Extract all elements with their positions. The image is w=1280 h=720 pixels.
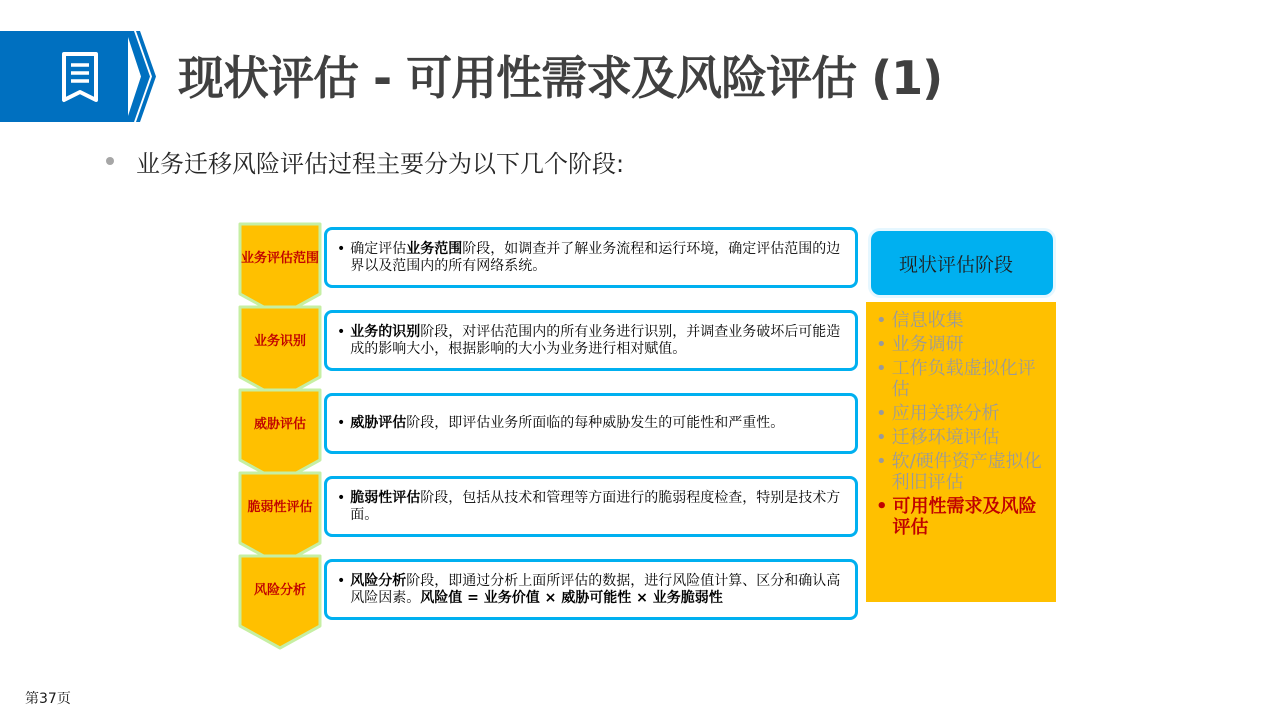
status-item: • 迁移环境评估 [876,427,1000,448]
stage-arrow-1 [238,222,322,318]
stage-description: • 威胁评估阶段，即评估业务所面临的每种威胁发生的可能性和严重性。 [337,415,785,431]
stage-label: 脆弱性评估 [247,500,313,515]
stage-arrow-5 [238,554,322,650]
status-item: • 业务调研 [876,334,964,355]
status-header-text: 现状评估阶段 [899,253,1014,276]
status-item: • 工作负载虚拟化评估 [876,358,1036,400]
page-number: 第37页 [25,691,71,707]
status-item: • 软/硬件资产虚拟化利旧评估 [876,451,1042,493]
intro-bullet [106,145,624,177]
stage-description-box-5 [324,559,858,620]
document-list-icon [56,50,104,104]
status-panel [866,302,1056,602]
bullet-dot [106,157,114,165]
stage-description-box-1 [324,227,858,288]
stage-description: • 确定评估业务范围阶段，如调查并了解业务流程和运行环境，确定评估范围的边界以及范围内的所有网络系统。 [337,240,841,274]
stage-arrow-3 [238,388,322,484]
stage-description-box-2 [324,310,858,371]
stage-label: 业务识别 [253,334,306,349]
status-item: • 信息收集 [876,310,964,331]
banner-chevron [126,31,158,122]
stage-description: • 风险分析阶段，即通过分析上面所评估的数据，进行风险值计算、区分和确认高风险因素。风险值 = 业务价值 × 威胁可能性 × 业务脆弱性 [337,572,841,606]
stage-description: • 业务的识别阶段，对评估范围内的所有业务进行识别，并调查业务破坏后可能造成的影响大小，根据影响的大小为业务进行相对赋值。 [337,323,841,357]
status-item-active: • 可用性需求及风险评估 [876,496,1037,538]
stage-label: 业务评估范围 [240,251,319,266]
stage-description-box-3 [324,393,858,454]
stage-description: • 脆弱性评估阶段，包括从技术和管理等方面进行的脆弱程度检查，特别是技术方面。 [337,489,841,523]
stage-label: 风险分析 [253,583,306,598]
status-panel-header [868,228,1056,298]
page-title: 现状评估 - 可用性需求及风险评估 (1) [178,51,943,105]
status-item: • 应用关联分析 [876,403,1000,424]
stage-description-box-4 [324,476,858,537]
stage-label: 威胁评估 [253,417,306,432]
stage-arrow-2 [238,305,322,401]
stage-arrow-4 [238,471,322,567]
intro-text: 业务迁移风险评估过程主要分为以下几个阶段: [136,149,625,178]
